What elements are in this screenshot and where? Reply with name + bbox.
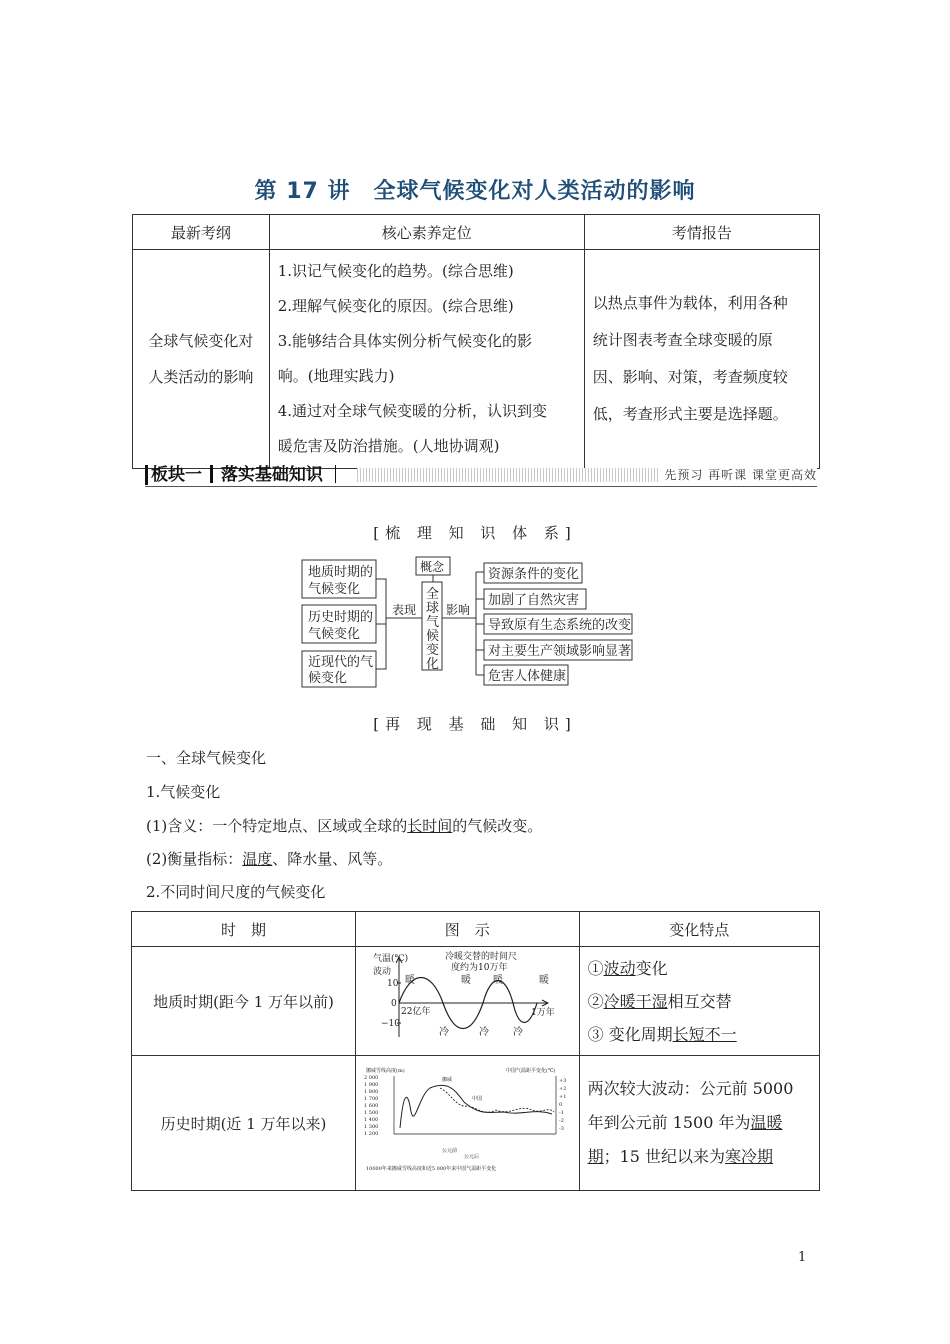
fig2-rtick: +3 [559,1078,567,1084]
feature-item [588,985,811,1018]
figure-geologic [355,947,579,1056]
fig1-ytick: 10 [387,979,399,989]
header-report: 考情报告 [584,215,819,250]
banner-bar [145,465,148,485]
feature-line: 两次较大波动：公元前 5000 [587,1079,794,1098]
fig1-start-label: 22亿年 [401,1007,431,1017]
section-banner [145,463,817,487]
fig2-rtick: -3 [559,1126,565,1132]
report-line: 统计图表考查全球变暖的原 [592,331,773,349]
literacy-line: 4.通过对全球气候变暖的分析，认识到变 [277,402,548,420]
report-line: 低，考查形式主要是选择题。 [592,405,788,423]
features-geologic [579,947,819,1056]
fig1-warm-label: 暖 [405,975,416,986]
header-outline: 最新考纲 [133,215,270,250]
feature-line [588,1140,811,1174]
header-figure: 图 示 [355,912,579,947]
climate-change-table [131,911,820,1191]
period-geologic: 地质时期(距今 1 万年以前) [132,947,356,1056]
underlined-answer: 期 [587,1147,604,1166]
fig2-bc-label: 公元前 [442,1148,458,1154]
definition-line [146,815,542,836]
fig1-warm-label: 暖 [539,975,550,986]
features-historic [579,1056,819,1191]
fig1-ytick: 0 [391,999,397,1009]
indicator-line [146,848,392,869]
fig1-ylabel: 气温(℃) [373,954,409,964]
historic-climate-figure [360,1066,574,1176]
center-char: 候 [426,629,440,644]
outline-table [132,214,820,469]
left-label: 气候变化 [308,582,361,597]
center-char: 球 [426,601,440,616]
page-title: 第 17 讲 全球气候变化对人类活动的影响 [254,179,696,204]
section-heading-outline: [梳 理 知 识 体 系] [373,524,577,542]
underlined-answer: 温暖 [750,1113,783,1132]
feature-item [588,1018,811,1051]
underlined-answer: 冷暖干湿 [603,991,668,1011]
underlined-answer: 温度 [242,850,273,868]
center-char: 气 [426,615,440,630]
fig2-ytick: 1 700 [364,1096,379,1102]
header-period: 时 期 [132,912,356,947]
banner-slogan: 先预习 再听课 课堂更高效 [658,463,817,487]
fig1-cold-label: 冷 [439,1027,450,1038]
report-line: 以热点事件为载体，利用各种 [592,294,788,312]
center-char: 化 [426,657,440,672]
section-heading-basics: [再 现 基 础 知 识] [373,715,577,733]
text-part: (1)含义：一个特定地点、区域或全球的 [146,817,408,835]
page-number: 1 [798,1250,807,1265]
fig2-rtick: -1 [559,1110,565,1116]
left-label: 气候变化 [308,627,361,642]
fig2-ytick: 2 000 [364,1075,379,1081]
figure-historic [355,1056,579,1191]
underlined-answer: 波动 [603,958,636,978]
literacy-line: 暖危害及防治措施。(人地协调观) [277,437,500,455]
fig2-rlabel: 中国气温距平变化(℃) [506,1068,556,1074]
text-part: ② [587,991,604,1011]
fig2-ytick: 1 500 [364,1110,379,1116]
heading-1-2: 2.不同时间尺度的气候变化 [146,883,326,901]
outline-line: 人类活动的影响 [148,368,254,386]
fig2-rtick: 0 [559,1102,563,1108]
left-label: 地质时期的 [308,565,374,580]
text-part: ③ 变化周期 [587,1024,673,1044]
fig1-ytick: −10 [381,1019,401,1029]
right-label: 加剧了自然灾害 [488,593,580,608]
fig2-rtick: -2 [559,1118,565,1124]
fig2-ad-label: 公元后 [464,1154,480,1160]
text-part: 年到公元前 1500 年为 [587,1113,751,1132]
fig2-ytick: 1 900 [364,1082,379,1088]
label-concept: 概念 [420,560,445,574]
literacy-line: 1.识记气候变化的趋势。(综合思维) [277,262,514,280]
fig2-ytick: 1 300 [364,1124,379,1130]
text-part: ① [587,958,604,978]
label-yingxiang: 影响 [446,603,471,617]
fig1-cold-label: 冷 [479,1027,490,1038]
banner-rule [145,486,817,487]
fig2-china-label: 中国 [472,1096,483,1102]
banner-divider [210,465,213,483]
underlined-answer: 长短不一 [672,1024,737,1044]
fig2-ytick: 1 400 [364,1117,379,1123]
feature-line [588,1106,811,1140]
label-biaoxian: 表现 [392,603,417,617]
fig1-warm-label: 暖 [493,975,504,986]
concept-diagram [300,554,640,688]
fig1-warm-label: 暖 [461,975,472,986]
outline-cell [133,250,270,469]
literacy-line: 3.能够结合具体实例分析气候变化的影 [277,332,533,350]
outline-line: 全球气候变化对 [148,332,254,350]
left-label: 历史时期的 [308,610,374,625]
text-part: 相互交替 [667,991,732,1011]
banner-name: 落实基础知识 [220,465,323,485]
text-part: 、降水量、风等。 [272,850,393,868]
fig1-cold-label: 冷 [513,1027,524,1038]
text-part: ；15 世纪以来为 [603,1147,726,1166]
fig2-ytick: 1 600 [364,1103,379,1109]
fig2-ylabel: 挪威雪线高度(m) [366,1068,405,1074]
heading-1-1: 1.气候变化 [146,783,221,801]
report-line: 因、影响、对策，考查频度较 [592,368,788,386]
text-part: 的气候改变。 [452,817,543,835]
literacy-cell [269,250,584,469]
right-label: 对主要生产领域影响显著 [488,644,632,659]
right-label: 导致原有生态系统的改变 [488,618,632,633]
header-literacy: 核心素养定位 [269,215,584,250]
header-features: 变化特点 [579,912,819,947]
underlined-answer: 长时间 [407,817,453,835]
literacy-line: 2.理解气候变化的原因。(综合思维) [277,297,514,315]
fig2-rtick: +1 [559,1094,567,1100]
banner-label: 板块一 [151,465,202,485]
banner-tag [145,463,336,487]
fig1-note-2: 度约为10万年 [451,963,508,973]
fig1-note: 冷暖交替的时间尺 [445,952,518,962]
feature-item [588,952,811,985]
underlined-answer: 寒冷期 [725,1147,774,1166]
center-char: 全 [426,587,440,602]
fig2-ytick: 1 800 [364,1089,379,1095]
banner-divider [335,465,336,483]
right-label: 危害人体健康 [488,669,567,684]
fig2-caption: 10000年来挪威雪线高度和近5 000年来中国气温距平变化 [366,1166,497,1172]
period-historic: 历史时期(近 1 万年以来) [132,1056,356,1191]
right-label: 资源条件的变化 [488,567,580,582]
left-label: 候变化 [308,671,348,686]
fig1-ylabel-2: 波动 [373,967,392,977]
geologic-climate-figure [367,949,567,1049]
fig2-ytick: 1 200 [364,1131,379,1137]
fig2-norway-label: 挪威 [442,1077,453,1083]
text-part: (2)衡量指标： [146,850,243,868]
heading-1: 一、全球气候变化 [146,749,267,767]
left-label: 近现代的气 [308,655,374,670]
fig2-rtick: +2 [559,1086,567,1092]
text-part: 变化 [635,958,668,978]
fig1-end-label: 1万年 [531,1008,555,1018]
center-char: 变 [426,643,440,658]
report-cell [584,250,819,469]
literacy-line: 响。(地理实践力) [277,367,395,385]
